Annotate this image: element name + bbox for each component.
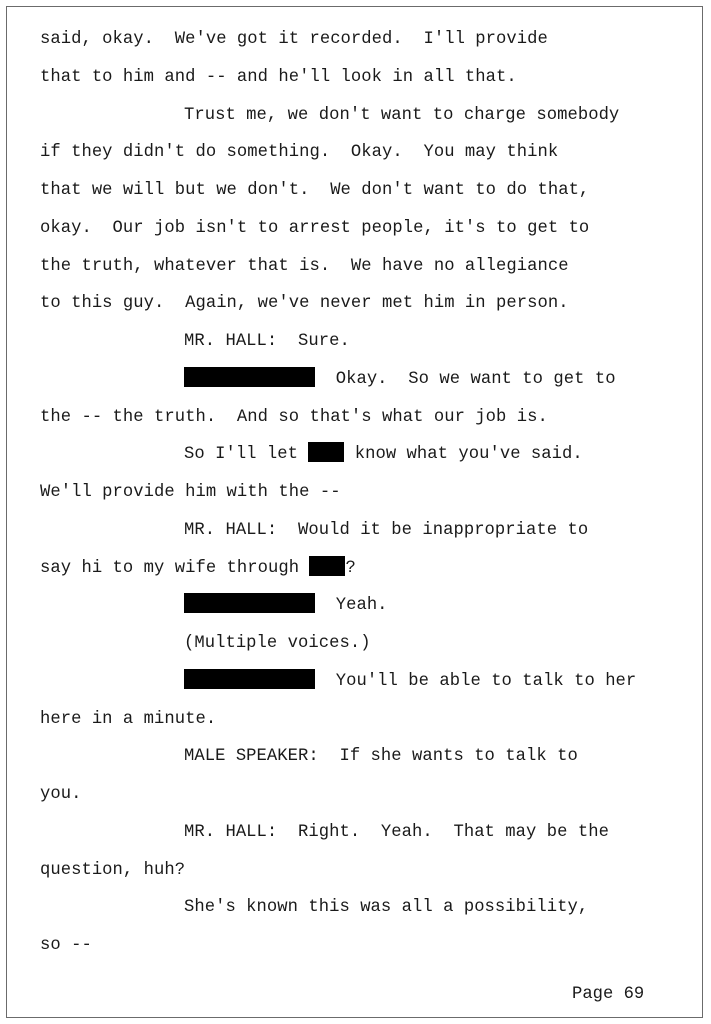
- transcript-line: [40, 474, 700, 512]
- transcript-line: [40, 814, 700, 852]
- line-text: Yeah.: [315, 596, 388, 616]
- transcript-line: [40, 927, 700, 965]
- redacted-speaker-block: [184, 593, 315, 613]
- line-text: that we will but we don't. We don't want to do that,: [40, 181, 590, 200]
- line-text: question, huh?: [40, 860, 186, 880]
- line-text: to this guy. Again, we've never met him in person.: [40, 294, 569, 314]
- line-text: the -- the truth. And so that's what our job is.: [40, 407, 548, 427]
- transcript-line: [40, 550, 700, 588]
- redacted-speaker-block: [184, 367, 315, 387]
- line-text: if they didn't do something. Okay. You may think: [40, 143, 559, 163]
- transcript-line: [40, 21, 700, 59]
- line-text: She's known this was all a possibility,: [184, 898, 589, 918]
- line-text: so --: [40, 936, 92, 955]
- line-text: the truth, whatever that is. We have no allegiance: [40, 256, 569, 276]
- transcript-line: [40, 97, 700, 135]
- transcript-line: [40, 285, 700, 323]
- transcript-line: [40, 210, 700, 248]
- line-text: you.: [40, 785, 82, 804]
- speaker-line: MR. HALL: Would it be inappropriate to: [184, 520, 589, 540]
- line-text: Trust me, we don't want to charge somebody: [184, 105, 620, 125]
- transcript-body: [40, 21, 700, 965]
- transcript-line: [40, 361, 700, 399]
- transcript-page: [6, 6, 703, 1018]
- transcript-line: [40, 701, 700, 739]
- transcript-line: [40, 134, 700, 172]
- speaker-line: MR. HALL: Right. Yeah. That may be the: [184, 822, 609, 842]
- line-text: know what you've said.: [344, 445, 583, 465]
- line-text: You'll be able to talk to her: [315, 671, 637, 691]
- line-text: So I'll let: [184, 445, 309, 465]
- speaker-line: MALE SPEAKER: If she wants to talk to: [184, 747, 578, 767]
- transcript-line: [40, 852, 700, 890]
- transcript-line: [40, 587, 700, 625]
- redacted-speaker-block: [184, 669, 315, 689]
- transcript-line: [40, 889, 700, 927]
- transcript-line: [40, 248, 700, 286]
- transcript-line: [40, 436, 700, 474]
- stage-direction: (Multiple voices.): [184, 634, 371, 653]
- transcript-line: [40, 59, 700, 97]
- transcript-line: [40, 172, 700, 210]
- transcript-line: [40, 776, 700, 814]
- redacted-name-block: [309, 556, 345, 576]
- line-text: Okay. So we want to get to: [315, 369, 616, 389]
- line-text: said, okay. We've got it recorded. I'll provide: [40, 30, 548, 49]
- line-text: ?: [345, 558, 356, 578]
- line-text: okay. Our job isn't to arrest people, it's to get to: [40, 218, 590, 238]
- transcript-line: [40, 399, 700, 437]
- redacted-name-block: [308, 442, 344, 462]
- transcript-line: [40, 512, 700, 550]
- transcript-line: [40, 663, 700, 701]
- transcript-line: [40, 738, 700, 776]
- transcript-line: [40, 323, 700, 361]
- speaker-line: MR. HALL: Sure.: [184, 332, 350, 351]
- line-text: that to him and -- and he'll look in all that.: [40, 67, 517, 87]
- line-text: say hi to my wife through: [40, 558, 310, 578]
- page-number: Page 69: [572, 985, 645, 1004]
- line-text: here in a minute.: [40, 709, 217, 729]
- line-text: We'll provide him with the --: [40, 483, 341, 502]
- transcript-line: [40, 625, 700, 663]
